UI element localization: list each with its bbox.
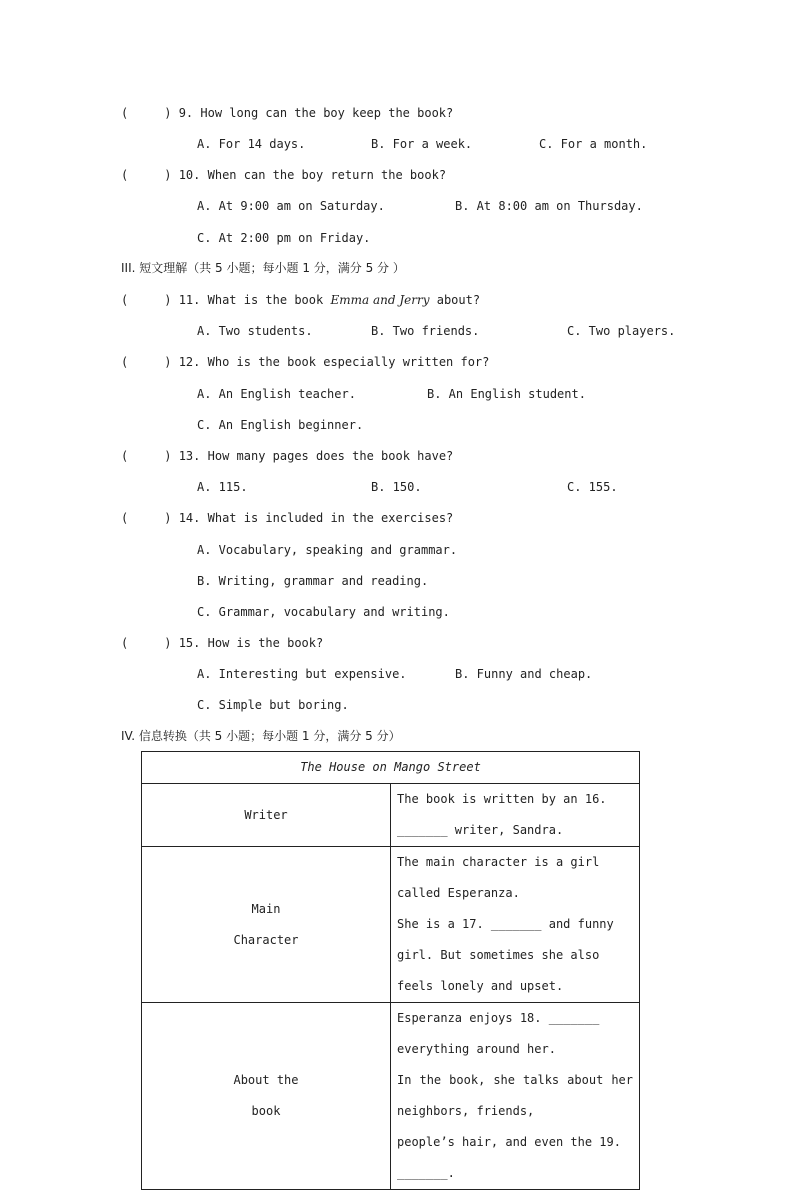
content-line: Esperanza enjoys 18. _______ everything around her. [397,1011,600,1056]
answer-blank-close: ) [164,636,172,650]
answer-blank-close: ) [164,293,172,307]
question-number: 12. [178,355,201,369]
section-4-heading: IV. 信息转换（共 5 小题；每小题 1 分，满分 5 分） [121,729,401,743]
answer-blank-close: ) [164,511,172,525]
question-14 [121,510,453,526]
option-b: B. An English student. [427,387,586,401]
content-line: The book is written by an 16. _______ writer, Sandra. [397,792,607,837]
question-text-before: What is the book [207,293,324,307]
question-number: 14. [178,511,201,525]
row-content-writer [391,784,640,847]
question-number: 9. [178,106,194,120]
row-content-about-the-book [391,1003,640,1190]
book-title-italic: Emma and Jerry [330,293,430,307]
option-a: A. An English teacher. [197,387,356,401]
answer-blank-close: ) [164,355,172,369]
table-row-writer [142,784,640,847]
option-b: B. 150. [371,480,422,494]
answer-blank-close: ) [164,106,172,120]
option-a: A. Two students. [197,324,313,338]
option-a: A. Interesting but expensive. [197,667,407,681]
option-a: A. 115. [197,480,248,494]
option-c: C. Grammar, vocabulary and writing. [197,605,450,619]
option-b: B. At 8:00 am on Thursday. [455,199,643,213]
question-text-after: about? [436,293,481,307]
question-9 [121,105,453,121]
label-line: book [251,1104,281,1118]
option-a: A. For 14 days. [197,137,306,151]
answer-blank-open: ( [121,168,129,182]
option-c: C. 155. [567,480,618,494]
content-line: She is a 17. _______ and funny girl. But sometimes she also [397,917,614,962]
answer-blank-open: ( [121,449,129,463]
answer-blank-open: ( [121,106,129,120]
content-line: feels lonely and upset. [397,979,564,993]
question-13 [121,448,453,464]
option-b: B. Two friends. [371,324,480,338]
row-content-main-character [391,847,640,1003]
question-12 [121,354,489,370]
content-line: people’s hair, and even the 19. _______. [397,1135,621,1180]
answer-blank-open: ( [121,511,129,525]
content-line: The main character is a girl called Esperanza. [397,855,600,900]
option-a: A. At 9:00 am on Saturday. [197,199,385,213]
answer-blank-close: ) [164,168,172,182]
option-c: C. Simple but boring. [197,698,349,712]
row-label-about-the-book [142,1003,391,1190]
option-b: B. Writing, grammar and reading. [197,574,429,588]
section-3-heading: III. 短文理解（共 5 小题；每小题 1 分，满分 5 分 ） [121,261,405,275]
question-number: 11. [178,293,201,307]
question-text: What is included in the exercises? [207,511,454,525]
option-b: B. Funny and cheap. [455,667,593,681]
row-label-writer: Writer [142,784,391,847]
answer-blank-open: ( [121,293,129,307]
answer-blank-close: ) [164,449,172,463]
question-text: How is the book? [207,636,324,650]
label-line: Character [233,932,299,947]
question-text: When can the boy return the book? [207,168,447,182]
answer-blank-open: ( [121,636,129,650]
info-table [141,751,640,1190]
question-number: 13. [178,449,201,463]
option-c: C. Two players. [567,324,676,338]
table-title-row [142,752,640,784]
question-text: Who is the book especially written for? [207,355,490,369]
table-row-main-character [142,847,640,1003]
answer-blank-open: ( [121,355,129,369]
question-11 [121,292,480,308]
label-line: Main [251,901,281,916]
option-b: B. For a week. [371,137,473,151]
question-text: How many pages does the book have? [207,449,454,463]
option-c: C. At 2:00 pm on Friday. [197,231,371,245]
question-text: How long can the boy keep the book? [200,106,454,120]
question-number: 15. [178,636,201,650]
table-title-cell [142,752,640,784]
option-a: A. Vocabulary, speaking and grammar. [197,543,458,557]
content-line: In the book, she talks about her neighbors, friends, [397,1073,633,1118]
row-label-main-character [142,847,391,1003]
option-c: C. An English beginner. [197,418,364,432]
option-c: C. For a month. [539,137,648,151]
question-number: 10. [178,168,201,182]
table-title: The House on Mango Street [300,760,481,774]
label-line: About the [233,1073,299,1087]
question-10 [121,167,446,183]
table-row-about-the-book [142,1003,640,1190]
question-15 [121,635,323,651]
